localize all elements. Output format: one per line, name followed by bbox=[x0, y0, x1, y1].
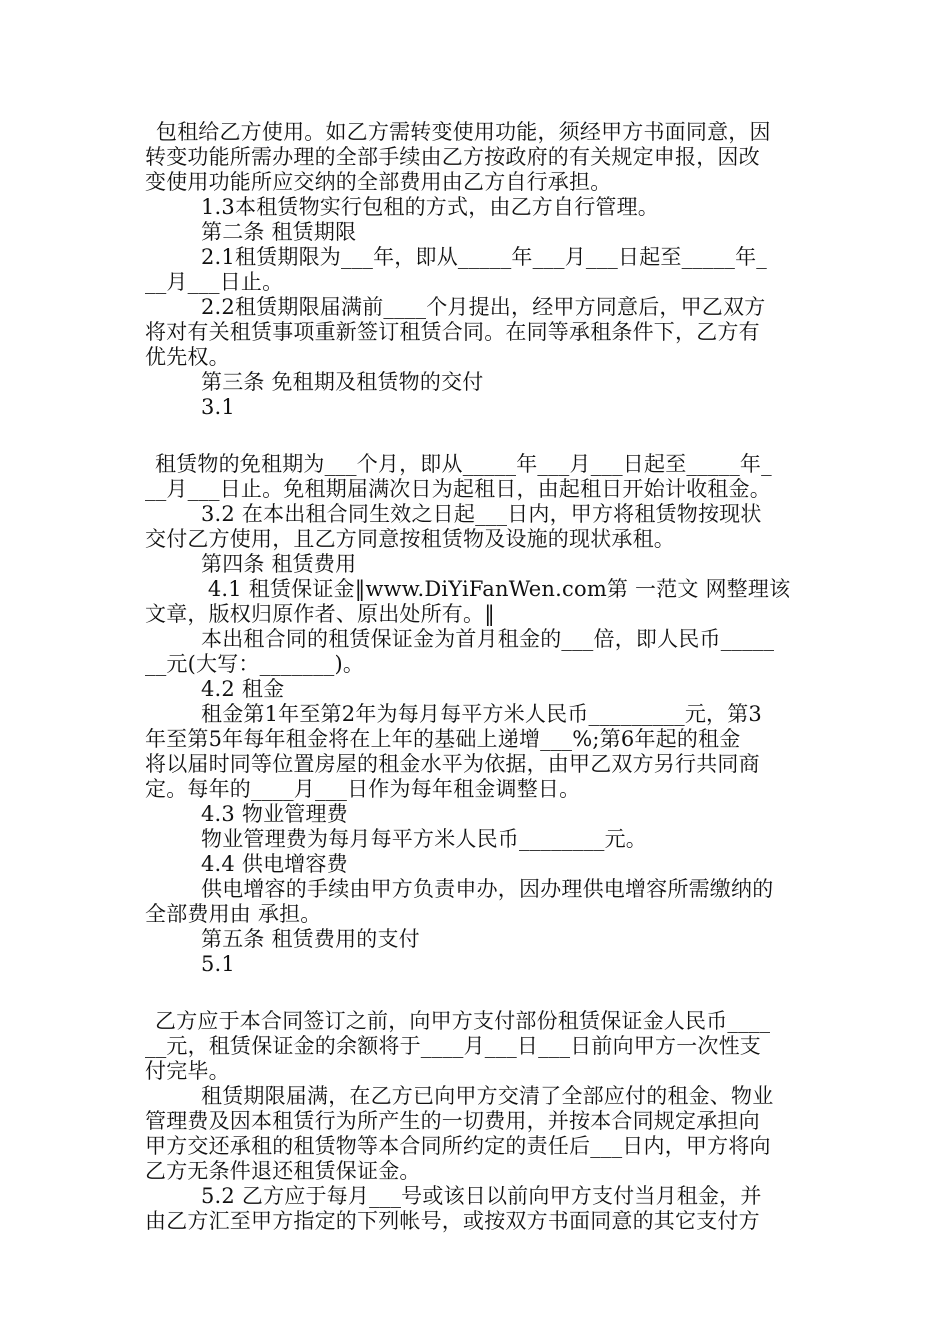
text-line: 租赁物的免租期为___个月，即从_____年___月___日起至_____年_ bbox=[155, 452, 772, 476]
text-line: 将对有关租赁事项重新签订租赁合同。在同等承租条件下，乙方有 bbox=[145, 320, 760, 344]
text-line: 定。每年的____月___日作为每年租金调整日。 bbox=[145, 777, 581, 801]
text-line: __月___日止。免租期届满次日为起租日，由起租日开始计收租金。 bbox=[145, 477, 771, 501]
text-line: __月___日止。 bbox=[145, 270, 284, 294]
text-line: 转变功能所需办理的全部手续由乙方按政府的有关规定申报，因改 bbox=[145, 145, 760, 169]
text-line: 租金第1年至第2年为每月每平方米人民币_________元，第3 bbox=[201, 702, 762, 726]
clause-1-3: 1.3本租赁物实行包租的方式，由乙方自行管理。 bbox=[201, 195, 659, 219]
clause-4-3: 4.3 物业管理费 bbox=[201, 802, 348, 826]
text-line: 管理费及因本租赁行为所产生的一切费用，并按本合同规定承担向 bbox=[145, 1109, 760, 1133]
article-2-heading: 第二条 租赁期限 bbox=[201, 220, 357, 244]
clause-5-2: 5.2 乙方应于每月___号或该日以前向甲方支付当月租金，并 bbox=[201, 1184, 762, 1208]
text-line: 变使用功能所应交纳的全部费用由乙方自行承担。 bbox=[145, 170, 612, 194]
text-line: 甲方交还承租的租赁物等本合同所约定的责任后___日内，甲方将向 bbox=[145, 1134, 771, 1158]
text-line: 租赁期限届满，在乙方已向甲方交清了全部应付的租金、物业 bbox=[201, 1084, 774, 1108]
clause-4-1: 4.1 租赁保证金‖www.DiYiFanWen.com第 一范文 网整理该 bbox=[201, 577, 791, 601]
text-line: 年至第5年每年租金将在上年的基础上递增___%;第6年起的租金 bbox=[145, 727, 741, 751]
clause-3-1: 3.1 bbox=[201, 395, 235, 419]
text-line: 交付乙方使用，且乙方同意按租赁物及设施的现状承租。 bbox=[145, 527, 675, 551]
text-line: 乙方应于本合同签订之前，向甲方支付部份租赁保证金人民币____ bbox=[155, 1009, 771, 1033]
text-line: 乙方无条件退还租赁保证金。 bbox=[145, 1159, 421, 1183]
clause-5-1: 5.1 bbox=[201, 952, 235, 976]
text-line: 供电增容的手续由甲方负责申办，因办理供电增容所需缴纳的 bbox=[201, 877, 774, 901]
article-4-heading: 第四条 租赁费用 bbox=[201, 552, 357, 576]
clause-4-2: 4.2 租金 bbox=[201, 677, 285, 701]
text-line: 包租给乙方使用。如乙方需转变使用功能，须经甲方书面同意，因 bbox=[149, 120, 771, 144]
text-line: 将以届时同等位置房屋的租金水平为依据，由甲乙双方另行共同商 bbox=[145, 752, 760, 776]
clause-4-4: 4.4 供电增容费 bbox=[201, 852, 348, 876]
text-line: 本出租合同的租赁保证金为首月租金的___倍，即人民币_____ bbox=[201, 627, 775, 651]
text-line: __元，租赁保证金的余额将于____月___日___日前向甲方一次性支 bbox=[145, 1034, 761, 1058]
contract-text bbox=[145, 120, 810, 1234]
article-3-heading: 第三条 免租期及租赁物的交付 bbox=[201, 370, 484, 394]
text-line: 付完毕。 bbox=[145, 1059, 230, 1083]
text-line: __元(大写：_______)。 bbox=[145, 652, 365, 676]
clause-3-2: 3.2 在本出租合同生效之日起___日内，甲方将租赁物按现状 bbox=[201, 502, 762, 526]
text-line: 优先权。 bbox=[145, 345, 230, 369]
text-line: 物业管理费为每月每平方米人民币________元。 bbox=[201, 827, 647, 851]
text-line: 由乙方汇至甲方指定的下列帐号，或按双方书面同意的其它支付方 bbox=[145, 1209, 760, 1233]
text-line: 文章，版权归原作者、原出处所有。‖ bbox=[145, 602, 495, 626]
text-line: 全部费用由 承担。 bbox=[145, 902, 322, 926]
clause-2-2: 2.2租赁期限届满前____个月提出，经甲方同意后，甲乙双方 bbox=[201, 295, 766, 319]
clause-2-1: 2.1租赁期限为___年，即从_____年___月___日起至_____年_ bbox=[201, 245, 767, 269]
article-5-heading: 第五条 租赁费用的支付 bbox=[201, 927, 420, 951]
